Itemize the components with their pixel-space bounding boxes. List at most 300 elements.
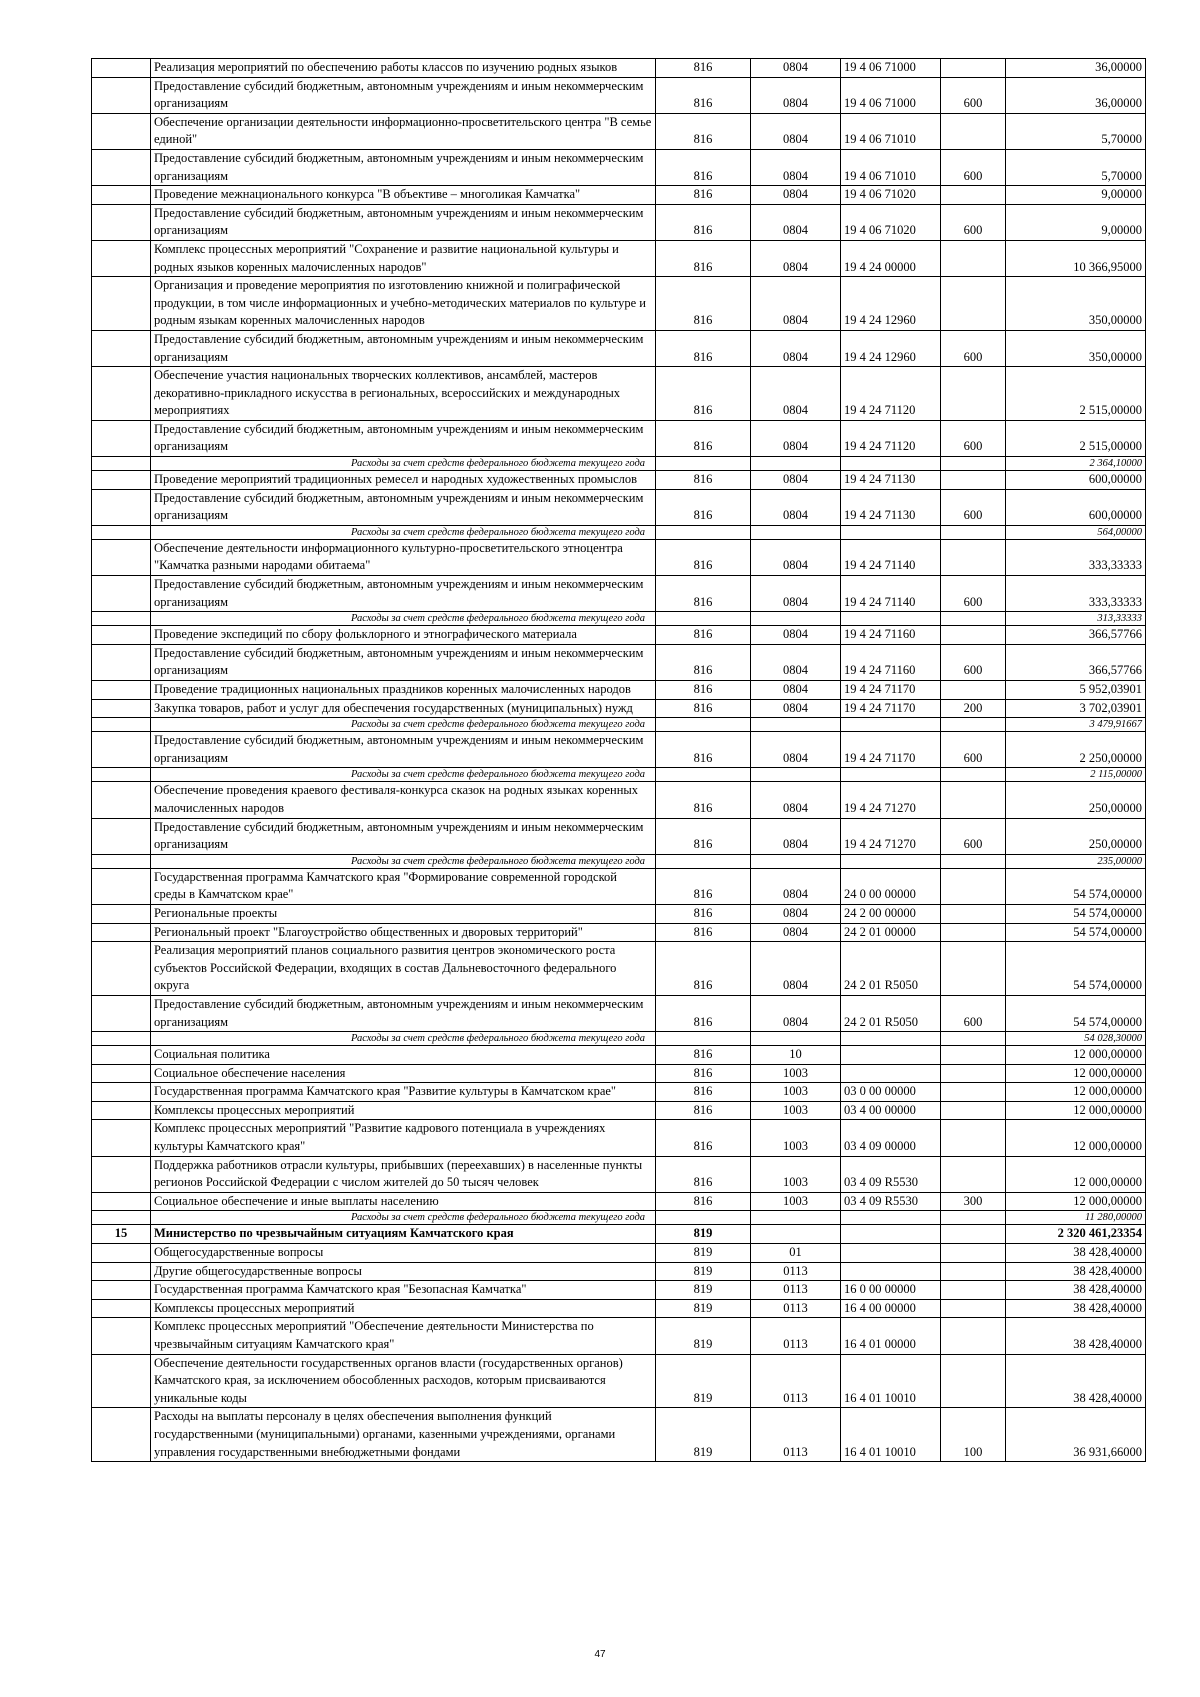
row-expense-type <box>941 1299 1006 1318</box>
row-number <box>92 1408 151 1462</box>
row-section: 10 <box>751 1046 841 1065</box>
row-number <box>92 1299 151 1318</box>
row-sum: 366,57766 <box>1006 626 1146 645</box>
table-row <box>92 1192 1146 1211</box>
row-name: Социальное обеспечение и иные выплаты населению <box>151 1192 656 1211</box>
row-target-item: 19 4 24 71140 <box>841 539 941 575</box>
row-number <box>92 457 151 471</box>
row-sum: 600,00000 <box>1006 489 1146 525</box>
row-target-item <box>841 718 941 732</box>
row-gr: 816 <box>656 149 751 185</box>
table-row <box>92 149 1146 185</box>
table-row <box>92 1299 1146 1318</box>
row-number <box>92 1262 151 1281</box>
table-note-row <box>92 1211 1146 1225</box>
table-row <box>92 489 1146 525</box>
table-row <box>92 732 1146 768</box>
row-number <box>92 525 151 539</box>
row-sum: 54 574,00000 <box>1006 995 1146 1031</box>
row-section: 0804 <box>751 995 841 1031</box>
row-sum: 2 320 461,23354 <box>1006 1225 1146 1244</box>
row-target-item: 19 4 06 71020 <box>841 204 941 240</box>
row-number <box>92 576 151 612</box>
row-gr: 816 <box>656 489 751 525</box>
row-sum: 2 115,00000 <box>1006 768 1146 782</box>
table-note-row <box>92 457 1146 471</box>
row-name: Комплексы процессных мероприятий <box>151 1299 656 1318</box>
row-expense-type: 600 <box>941 818 1006 854</box>
table-row <box>92 277 1146 331</box>
row-expense-type <box>941 923 1006 942</box>
row-section <box>751 854 841 868</box>
row-sum: 2 250,00000 <box>1006 732 1146 768</box>
row-expense-type <box>941 942 1006 996</box>
row-sum: 38 428,40000 <box>1006 1299 1146 1318</box>
row-section: 0804 <box>751 330 841 366</box>
row-section: 0804 <box>751 818 841 854</box>
row-section: 0804 <box>751 149 841 185</box>
table-row <box>92 59 1146 78</box>
row-target-item <box>841 612 941 626</box>
row-expense-type <box>941 1262 1006 1281</box>
table-row <box>92 1244 1146 1263</box>
row-expense-type <box>941 471 1006 490</box>
row-target-item <box>841 1211 941 1225</box>
table-note-row <box>92 854 1146 868</box>
row-expense-type <box>941 525 1006 539</box>
row-gr: 816 <box>656 868 751 904</box>
row-name: Региональный проект "Благоустройство общественных и дворовых территорий" <box>151 923 656 942</box>
row-number <box>92 204 151 240</box>
row-name: Предоставление субсидий бюджетным, автономным учреждениям и иным некоммерческим организациям <box>151 149 656 185</box>
row-expense-type: 100 <box>941 1408 1006 1462</box>
row-expense-type: 600 <box>941 576 1006 612</box>
row-gr: 816 <box>656 1083 751 1102</box>
row-name: Расходы за счет средств федерального бюджета текущего года <box>151 525 656 539</box>
row-section: 0804 <box>751 240 841 276</box>
row-number <box>92 904 151 923</box>
row-name: Комплексы процессных мероприятий <box>151 1101 656 1120</box>
table-row <box>92 818 1146 854</box>
row-gr <box>656 457 751 471</box>
row-target-item: 19 4 24 12960 <box>841 277 941 331</box>
row-target-item: 19 4 06 71000 <box>841 77 941 113</box>
row-target-item <box>841 1244 941 1263</box>
row-expense-type: 600 <box>941 489 1006 525</box>
row-section: 0804 <box>751 367 841 421</box>
row-section <box>751 718 841 732</box>
row-gr: 816 <box>656 644 751 680</box>
row-number <box>92 718 151 732</box>
table-row <box>92 782 1146 818</box>
row-gr: 819 <box>656 1244 751 1263</box>
row-target-item: 16 0 00 00000 <box>841 1281 941 1300</box>
row-expense-type <box>941 626 1006 645</box>
row-target-item: 19 4 06 71010 <box>841 113 941 149</box>
row-section <box>751 525 841 539</box>
row-section <box>751 457 841 471</box>
row-section: 0804 <box>751 489 841 525</box>
row-expense-type <box>941 1211 1006 1225</box>
row-target-item: 19 4 24 71170 <box>841 732 941 768</box>
row-number <box>92 1244 151 1263</box>
row-section: 0113 <box>751 1354 841 1408</box>
row-section: 1003 <box>751 1156 841 1192</box>
row-number <box>92 1120 151 1156</box>
row-number <box>92 699 151 718</box>
row-expense-type <box>941 186 1006 205</box>
row-section <box>751 768 841 782</box>
row-number <box>92 644 151 680</box>
row-section <box>751 1032 841 1046</box>
row-sum: 9,00000 <box>1006 186 1146 205</box>
row-section: 0804 <box>751 539 841 575</box>
row-gr: 819 <box>656 1318 751 1354</box>
row-gr: 819 <box>656 1354 751 1408</box>
row-gr: 816 <box>656 626 751 645</box>
row-section: 0804 <box>751 204 841 240</box>
row-sum: 38 428,40000 <box>1006 1244 1146 1263</box>
row-section: 0804 <box>751 59 841 78</box>
table-note-row <box>92 525 1146 539</box>
table-body <box>92 59 1146 1462</box>
row-expense-type <box>941 367 1006 421</box>
row-expense-type <box>941 1281 1006 1300</box>
row-sum: 5 952,03901 <box>1006 681 1146 700</box>
table-row <box>92 1064 1146 1083</box>
row-number <box>92 277 151 331</box>
row-gr: 816 <box>656 1156 751 1192</box>
row-target-item: 19 4 06 71020 <box>841 186 941 205</box>
row-target-item: 16 4 01 10010 <box>841 1408 941 1462</box>
row-target-item: 19 4 24 71120 <box>841 420 941 456</box>
row-sum: 3 479,91667 <box>1006 718 1146 732</box>
row-name: Комплекс процессных мероприятий "Сохранение и развитие национальной культуры и родных языков коренных малочисленных народов" <box>151 240 656 276</box>
row-sum: 9,00000 <box>1006 204 1146 240</box>
row-target-item <box>841 525 941 539</box>
row-target-item: 19 4 24 71130 <box>841 489 941 525</box>
row-section: 0804 <box>751 904 841 923</box>
table-note-row <box>92 612 1146 626</box>
row-expense-type: 600 <box>941 149 1006 185</box>
row-target-item: 03 4 09 R5530 <box>841 1156 941 1192</box>
row-target-item: 16 4 00 00000 <box>841 1299 941 1318</box>
row-sum: 600,00000 <box>1006 471 1146 490</box>
row-gr <box>656 768 751 782</box>
row-expense-type <box>941 904 1006 923</box>
row-name: Предоставление субсидий бюджетным, автономным учреждениям и иным некоммерческим организациям <box>151 420 656 456</box>
row-sum: 12 000,00000 <box>1006 1120 1146 1156</box>
row-expense-type <box>941 1032 1006 1046</box>
row-gr <box>656 718 751 732</box>
row-name: Расходы за счет средств федерального бюджета текущего года <box>151 1032 656 1046</box>
row-number <box>92 1192 151 1211</box>
table-row <box>92 539 1146 575</box>
table-row <box>92 1225 1146 1244</box>
row-section: 0113 <box>751 1281 841 1300</box>
row-name: Государственная программа Камчатского края "Формирование современной городской среды в Камчатском крае" <box>151 868 656 904</box>
row-section: 1003 <box>751 1101 841 1120</box>
row-sum: 350,00000 <box>1006 277 1146 331</box>
row-name: Обеспечение проведения краевого фестиваля-конкурса сказок на родных языках коренных малочисленных народов <box>151 782 656 818</box>
row-sum: 38 428,40000 <box>1006 1354 1146 1408</box>
row-number <box>92 539 151 575</box>
table-row <box>92 420 1146 456</box>
table-row <box>92 1046 1146 1065</box>
table-note-row <box>92 1032 1146 1046</box>
row-section: 0804 <box>751 699 841 718</box>
table-row <box>92 330 1146 366</box>
row-section: 0804 <box>751 732 841 768</box>
table-row <box>92 1101 1146 1120</box>
row-target-item: 19 4 24 71170 <box>841 681 941 700</box>
row-section: 1003 <box>751 1064 841 1083</box>
row-gr <box>656 525 751 539</box>
row-expense-type: 600 <box>941 644 1006 680</box>
row-expense-type: 300 <box>941 1192 1006 1211</box>
row-number <box>92 149 151 185</box>
row-name: Закупка товаров, работ и услуг для обеспечения государственных (муниципальных) нужд <box>151 699 656 718</box>
row-sum: 3 702,03901 <box>1006 699 1146 718</box>
row-name: Расходы на выплаты персоналу в целях обеспечения выполнения функций государственными (муниципальными) органами, казенными учреждениями, органами управления государственными внебюджетными фондами <box>151 1408 656 1462</box>
row-target-item: 03 4 09 00000 <box>841 1120 941 1156</box>
row-name: Общегосударственные вопросы <box>151 1244 656 1263</box>
row-sum: 12 000,00000 <box>1006 1064 1146 1083</box>
row-target-item: 19 4 24 71120 <box>841 367 941 421</box>
row-name: Проведение межнационального конкурса "В объективе – многоликая Камчатка" <box>151 186 656 205</box>
row-target-item <box>841 854 941 868</box>
row-name: Обеспечение деятельности информационного культурно-просветительского этноцентра "Камчатка разными народами обитаема" <box>151 539 656 575</box>
row-sum: 10 366,95000 <box>1006 240 1146 276</box>
row-expense-type <box>941 868 1006 904</box>
row-section <box>751 1211 841 1225</box>
table-row <box>92 1281 1146 1300</box>
row-gr: 819 <box>656 1299 751 1318</box>
row-number <box>92 1064 151 1083</box>
row-gr: 816 <box>656 732 751 768</box>
row-expense-type <box>941 1156 1006 1192</box>
row-section: 0804 <box>751 420 841 456</box>
row-number <box>92 923 151 942</box>
table-row <box>92 904 1146 923</box>
row-number <box>92 186 151 205</box>
table-row <box>92 1083 1146 1102</box>
row-gr: 816 <box>656 1064 751 1083</box>
table-row <box>92 681 1146 700</box>
row-name: Региональные проекты <box>151 904 656 923</box>
row-target-item <box>841 1225 941 1244</box>
row-number <box>92 868 151 904</box>
row-name: Министерство по чрезвычайным ситуациям Камчатского края <box>151 1225 656 1244</box>
row-section: 0804 <box>751 942 841 996</box>
row-target-item: 24 2 00 00000 <box>841 904 941 923</box>
row-name: Реализация мероприятий по обеспечению работы классов по изучению родных языков <box>151 59 656 78</box>
row-expense-type <box>941 1225 1006 1244</box>
row-number <box>92 471 151 490</box>
row-sum: 12 000,00000 <box>1006 1101 1146 1120</box>
row-section: 0804 <box>751 923 841 942</box>
row-expense-type <box>941 539 1006 575</box>
row-gr: 816 <box>656 367 751 421</box>
table-row <box>92 942 1146 996</box>
row-sum: 38 428,40000 <box>1006 1318 1146 1354</box>
row-sum: 38 428,40000 <box>1006 1281 1146 1300</box>
row-expense-type <box>941 612 1006 626</box>
table-row <box>92 1408 1146 1462</box>
row-name: Предоставление субсидий бюджетным, автономным учреждениям и иным некоммерческим организациям <box>151 330 656 366</box>
row-number <box>92 113 151 149</box>
row-gr: 816 <box>656 113 751 149</box>
row-target-item: 19 4 24 00000 <box>841 240 941 276</box>
row-sum: 333,33333 <box>1006 576 1146 612</box>
row-sum: 36,00000 <box>1006 77 1146 113</box>
row-section: 0804 <box>751 782 841 818</box>
row-target-item: 24 2 01 00000 <box>841 923 941 942</box>
row-name: Социальная политика <box>151 1046 656 1065</box>
row-section: 0113 <box>751 1262 841 1281</box>
row-gr: 816 <box>656 681 751 700</box>
row-expense-type <box>941 457 1006 471</box>
row-number <box>92 768 151 782</box>
row-number <box>92 612 151 626</box>
row-section: 0804 <box>751 576 841 612</box>
row-expense-type <box>941 1101 1006 1120</box>
row-name: Расходы за счет средств федерального бюджета текущего года <box>151 768 656 782</box>
row-target-item: 03 4 00 00000 <box>841 1101 941 1120</box>
row-name: Социальное обеспечение населения <box>151 1064 656 1083</box>
row-target-item: 19 4 24 71170 <box>841 699 941 718</box>
row-name: Реализация мероприятий планов социального развития центров экономического роста субъектов Российской Федерации, входящих в состав Дальневосточного федерального округа <box>151 942 656 996</box>
row-expense-type <box>941 854 1006 868</box>
row-number <box>92 1354 151 1408</box>
row-expense-type <box>941 113 1006 149</box>
row-number <box>92 782 151 818</box>
row-gr <box>656 1211 751 1225</box>
row-target-item: 16 4 01 00000 <box>841 1318 941 1354</box>
row-expense-type <box>941 681 1006 700</box>
row-number <box>92 1156 151 1192</box>
row-sum: 2 515,00000 <box>1006 367 1146 421</box>
budget-table <box>91 58 1146 1462</box>
row-section: 0804 <box>751 186 841 205</box>
row-target-item: 19 4 06 71000 <box>841 59 941 78</box>
row-expense-type <box>941 1083 1006 1102</box>
row-sum: 564,00000 <box>1006 525 1146 539</box>
row-section: 0804 <box>751 77 841 113</box>
row-target-item: 24 2 01 R5050 <box>841 942 941 996</box>
table-row <box>92 77 1146 113</box>
row-number <box>92 420 151 456</box>
row-sum: 5,70000 <box>1006 113 1146 149</box>
row-sum: 11 280,00000 <box>1006 1211 1146 1225</box>
row-section: 1003 <box>751 1120 841 1156</box>
row-sum: 54 028,30000 <box>1006 1032 1146 1046</box>
row-sum: 12 000,00000 <box>1006 1192 1146 1211</box>
row-section: 01 <box>751 1244 841 1263</box>
row-number <box>92 77 151 113</box>
row-number <box>92 489 151 525</box>
row-name: Расходы за счет средств федерального бюджета текущего года <box>151 854 656 868</box>
row-section: 0804 <box>751 681 841 700</box>
row-number <box>92 1318 151 1354</box>
row-name: Государственная программа Камчатского края "Безопасная Камчатка" <box>151 1281 656 1300</box>
row-section: 0804 <box>751 644 841 680</box>
row-expense-type <box>941 59 1006 78</box>
row-section: 0804 <box>751 868 841 904</box>
row-sum: 54 574,00000 <box>1006 942 1146 996</box>
row-expense-type <box>941 768 1006 782</box>
row-number <box>92 626 151 645</box>
row-gr: 816 <box>656 699 751 718</box>
row-sum: 38 428,40000 <box>1006 1262 1146 1281</box>
row-section: 0804 <box>751 471 841 490</box>
row-gr: 816 <box>656 240 751 276</box>
table-row <box>92 204 1146 240</box>
table-row <box>92 699 1146 718</box>
row-expense-type <box>941 1064 1006 1083</box>
row-gr: 816 <box>656 576 751 612</box>
row-gr: 816 <box>656 277 751 331</box>
row-gr: 816 <box>656 1120 751 1156</box>
row-sum: 12 000,00000 <box>1006 1156 1146 1192</box>
row-gr: 816 <box>656 186 751 205</box>
row-sum: 235,00000 <box>1006 854 1146 868</box>
row-number <box>92 942 151 996</box>
row-gr: 816 <box>656 471 751 490</box>
row-expense-type <box>941 240 1006 276</box>
row-name: Расходы за счет средств федерального бюджета текущего года <box>151 1211 656 1225</box>
row-sum: 350,00000 <box>1006 330 1146 366</box>
row-number <box>92 854 151 868</box>
row-name: Расходы за счет средств федерального бюджета текущего года <box>151 612 656 626</box>
table-row <box>92 644 1146 680</box>
row-name: Организация и проведение мероприятия по изготовлению книжной и полиграфической продукции, в том числе информационных и учебно-методических материалов по культуре и родным языкам коренных малочисленных народов <box>151 277 656 331</box>
row-target-item <box>841 1046 941 1065</box>
row-target-item <box>841 1262 941 1281</box>
row-number <box>92 330 151 366</box>
row-expense-type: 600 <box>941 204 1006 240</box>
row-sum: 54 574,00000 <box>1006 904 1146 923</box>
table-row <box>92 1262 1146 1281</box>
row-gr: 816 <box>656 539 751 575</box>
row-section: 0804 <box>751 113 841 149</box>
table-row <box>92 240 1146 276</box>
row-gr: 816 <box>656 1046 751 1065</box>
row-name: Предоставление субсидий бюджетным, автономным учреждениям и иным некоммерческим организациям <box>151 77 656 113</box>
row-gr: 819 <box>656 1281 751 1300</box>
row-sum: 12 000,00000 <box>1006 1046 1146 1065</box>
row-expense-type: 600 <box>941 995 1006 1031</box>
row-sum: 250,00000 <box>1006 782 1146 818</box>
row-target-item: 19 4 24 71140 <box>841 576 941 612</box>
row-name: Комплекс процессных мероприятий "Обеспечение деятельности Министерства по чрезвычайным ситуациям Камчатского края" <box>151 1318 656 1354</box>
table-row <box>92 1120 1146 1156</box>
row-gr: 816 <box>656 420 751 456</box>
row-name: Другие общегосударственные вопросы <box>151 1262 656 1281</box>
table-note-row <box>92 718 1146 732</box>
row-number <box>92 1281 151 1300</box>
table-row <box>92 868 1146 904</box>
row-name: Поддержка работников отрасли культуры, прибывших (переехавших) в населенные пункты регионов Российской Федерации с числом жителей до 50 тысяч человек <box>151 1156 656 1192</box>
row-name: Предоставление субсидий бюджетным, автономным учреждениям и иным некоммерческим организациям <box>151 489 656 525</box>
row-gr: 816 <box>656 782 751 818</box>
row-section: 0804 <box>751 626 841 645</box>
row-name: Предоставление субсидий бюджетным, автономным учреждениям и иным некоммерческим организациям <box>151 644 656 680</box>
row-target-item: 19 4 24 71270 <box>841 782 941 818</box>
row-target-item: 19 4 24 71160 <box>841 644 941 680</box>
row-name: Предоставление субсидий бюджетным, автономным учреждениям и иным некоммерческим организациям <box>151 732 656 768</box>
row-sum: 54 574,00000 <box>1006 923 1146 942</box>
